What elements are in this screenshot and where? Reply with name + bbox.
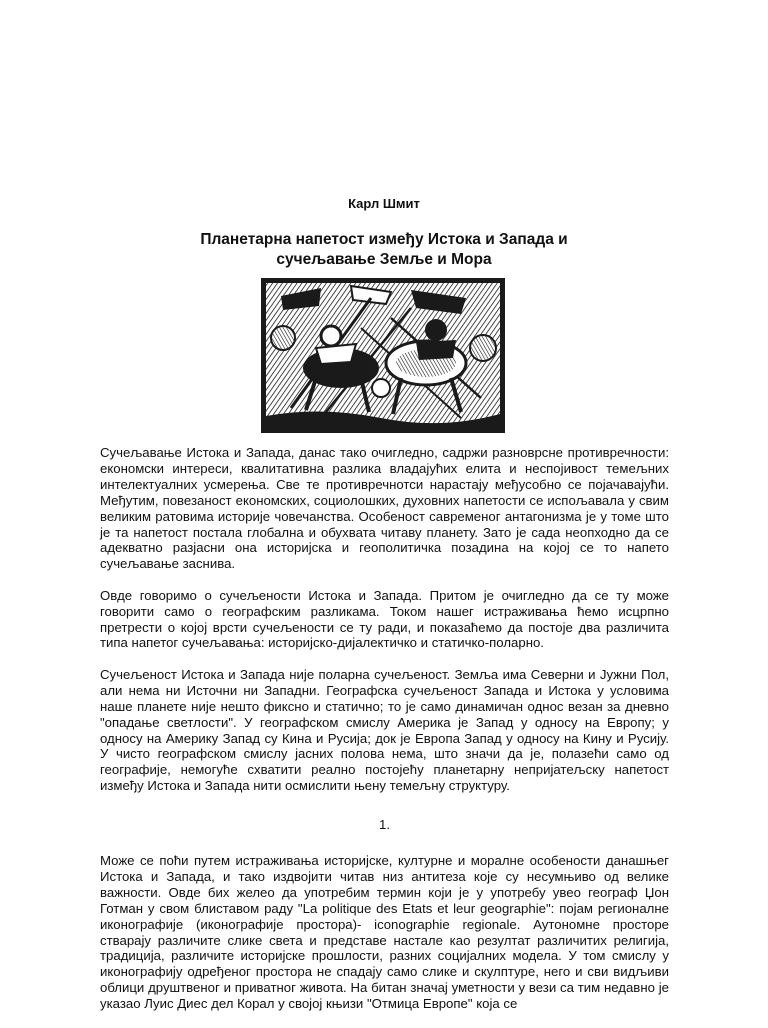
document-title	[0, 230, 768, 270]
body-text	[100, 445, 669, 1028]
paragraph: Сучељеност Истока и Запада није поларна сучељеност. Земља има Северни и Јужни Пол, али нема ни Источни ни Западни. Географска сучељеност Запада и Истока у условима наше планете није нешто фиксно и статично; то је само динамичан однос везан за дневно "опадање светлости". У географском смислу Америка је Запад у односу на Европу; у односу на Америку Запад су Кина и Русија; док је Европа Запад у односу на Кину и Русију. У чисто географском смислу јасних полова нема, што значи да је, полазећи само од географије, немогуће схватити реално постојећу планетарну непријатељску напетост између Истока и Запада нити осмислити њену темељну структуру.	[100, 666, 669, 794]
paragraph: Сучељавање Истока и Запада, данас тако очигледно, садржи разноврсне противречности: економски интереси, квалитативна разлика владајућих елита и неспојивост темељних интелектуалних усмерења. Све те противречнотси нарастају међусобно се појачавајући. Међутим, повезаност економских, социолошких, духовних напетости се испољавала у свим великим ратовима историје човечанства. Особеност савременог антагонизма је у томе што је та напетост постала глобална и обухвата читаву планету. Зато је сада неопходно да се адекватно разјасни она историјска и геополитичка позадина на којој се то напето сучељавање заснива.	[100, 445, 669, 572]
title-line-2: сучељавање Земље и Мора	[276, 251, 492, 268]
title-line-1: Планетарна напетост између Истока и Запада и	[200, 231, 568, 248]
paragraph: Може се поћи путем истраживања историјске, културне и моралне особености данашњег Истока и Запада, и тако издвојити читав низ антитеза које су несумњиво од велике важности. Овде бих желео да употребим термин који је у употребу увео географ Џон Готман у свом блиставом раду "La politique des Etats et leur geographie": појам регионалне иконографије (иконографије простора)- iconographie regionale. Аутономне просторе стварају различите слике света и представе настале као резултат различитих религија, традиција, различите историјске прошлости, разних социјалних модела. У том смислу у иконографију одређеног простора не спадају само слике и скулптуре, него и сви видљиви облици друштвеног и приватног живота. На битан значај уметности у вези са тим недавно је указао Луис Диес дел Корал у својој књизи "Отмица Европе" која се	[100, 853, 669, 1012]
author-name: Карл Шмит	[348, 196, 420, 211]
paragraph: Овде говоримо о сучељености Истока и Запада. Притом је очигледно да се ту може говорити само о географским разликама. Током нашег истраживања ћемо исцрпно претрести о којој врсти сучељености се ту ради, и показаћемо да постоје два различита типа напетог сучељавања: историјско-дијалектичко и статичко-поларно.	[100, 587, 669, 651]
section-number: 1.	[379, 817, 390, 833]
battle-woodcut-image	[261, 278, 505, 433]
